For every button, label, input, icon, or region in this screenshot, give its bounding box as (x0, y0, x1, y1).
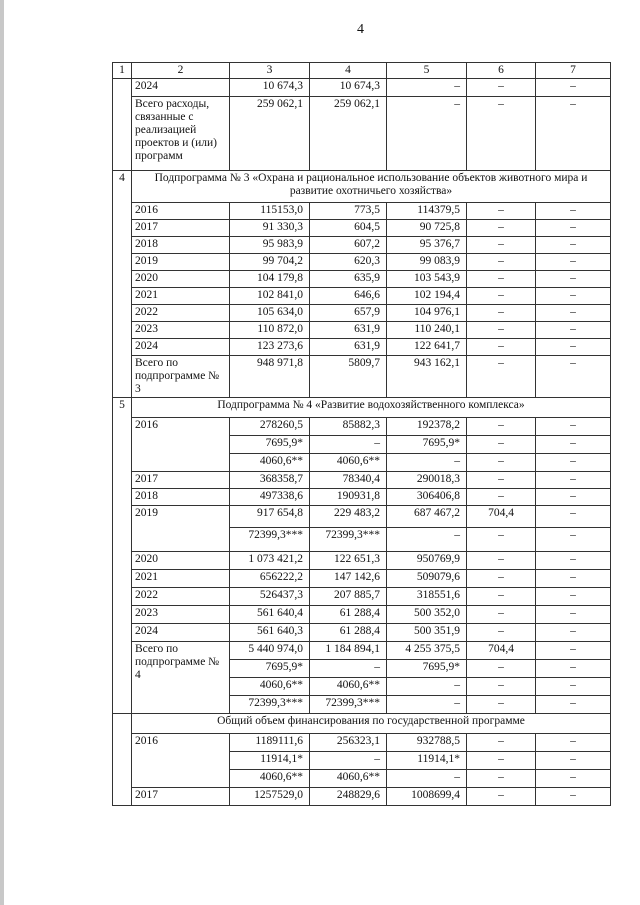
table-body (113, 63, 611, 806)
value-cell: 1008699,4 (387, 788, 467, 806)
value-cell: – (536, 220, 611, 237)
value-cell: – (536, 642, 611, 660)
value-cell: 631,9 (310, 339, 387, 356)
value-cell: – (467, 696, 536, 714)
value-cell: 122 641,7 (387, 339, 467, 356)
value-cell: 526437,3 (230, 588, 310, 606)
value-cell: – (536, 489, 611, 506)
value-cell: 278260,5 (230, 418, 310, 436)
column-number: 6 (467, 63, 536, 79)
table-row (113, 734, 611, 752)
table-row (113, 788, 611, 806)
row-number-cell (113, 714, 132, 806)
value-cell: – (310, 660, 387, 678)
value-cell: 607,2 (310, 237, 387, 254)
year-cell: 2022 (132, 305, 230, 322)
value-cell: 192378,2 (387, 418, 467, 436)
value-cell: – (467, 454, 536, 472)
row-number-cell: 5 (113, 398, 132, 714)
year-cell: 2024 (132, 624, 230, 642)
value-cell: 102 194,4 (387, 288, 467, 305)
value-cell: 656222,2 (230, 570, 310, 588)
value-cell: 704,4 (467, 642, 536, 660)
value-cell: 4060,6** (230, 770, 310, 788)
value-cell: – (467, 770, 536, 788)
value-cell: – (467, 552, 536, 570)
value-cell: 114379,5 (387, 203, 467, 220)
value-cell: – (536, 588, 611, 606)
value-cell: – (536, 436, 611, 454)
value-cell: – (467, 97, 536, 171)
table-row (113, 506, 611, 528)
value-cell: 115153,0 (230, 203, 310, 220)
value-cell: 99 704,2 (230, 254, 310, 271)
table-row (113, 398, 611, 418)
row-number-cell (113, 79, 132, 171)
value-cell: – (536, 79, 611, 97)
value-cell: 917 654,8 (230, 506, 310, 528)
value-cell: 95 376,7 (387, 237, 467, 254)
column-number: 4 (310, 63, 387, 79)
value-cell: 318551,6 (387, 588, 467, 606)
year-cell: 2019 (132, 254, 230, 271)
value-cell: 646,6 (310, 288, 387, 305)
table-row (113, 79, 611, 97)
value-cell: 943 162,1 (387, 356, 467, 398)
value-cell: – (467, 472, 536, 489)
value-cell: 1189111,6 (230, 734, 310, 752)
year-cell: 2020 (132, 552, 230, 570)
total-label: Всего расходы, связанные с реализацией проектов и (или) программ (132, 97, 230, 171)
total-label: Всего по подпрограмме № 4 (132, 642, 230, 714)
value-cell: 90 725,8 (387, 220, 467, 237)
value-cell: – (467, 570, 536, 588)
year-cell: 2020 (132, 271, 230, 288)
value-cell: 500 351,9 (387, 624, 467, 642)
value-cell: 4060,6** (230, 454, 310, 472)
value-cell: – (467, 436, 536, 454)
value-cell: – (467, 624, 536, 642)
value-cell: 72399,3*** (310, 696, 387, 714)
value-cell: – (536, 203, 611, 220)
value-cell: – (467, 79, 536, 97)
value-cell: – (467, 220, 536, 237)
value-cell: 635,9 (310, 271, 387, 288)
value-cell: – (536, 454, 611, 472)
column-number: 3 (230, 63, 310, 79)
table-row (113, 356, 611, 398)
value-cell: 123 273,6 (230, 339, 310, 356)
value-cell: 4060,6** (310, 678, 387, 696)
value-cell: 1 184 894,1 (310, 642, 387, 660)
value-cell: 631,9 (310, 322, 387, 339)
value-cell: 259 062,1 (310, 97, 387, 171)
value-cell: – (310, 436, 387, 454)
value-cell: 368358,7 (230, 472, 310, 489)
value-cell: – (536, 624, 611, 642)
year-cell: 2018 (132, 237, 230, 254)
value-cell: – (467, 606, 536, 624)
value-cell: – (467, 203, 536, 220)
value-cell: 61 288,4 (310, 624, 387, 642)
value-cell: 7695,9* (387, 436, 467, 454)
value-cell: – (536, 271, 611, 288)
value-cell: 10 674,3 (310, 79, 387, 97)
value-cell: – (536, 322, 611, 339)
table-row (113, 237, 611, 254)
column-number: 1 (113, 63, 132, 79)
value-cell: 500 352,0 (387, 606, 467, 624)
value-cell: – (536, 660, 611, 678)
value-cell: 773,5 (310, 203, 387, 220)
value-cell: 91 330,3 (230, 220, 310, 237)
column-number: 5 (387, 63, 467, 79)
year-cell: 2019 (132, 506, 230, 552)
scan-edge (0, 0, 4, 905)
value-cell: – (536, 237, 611, 254)
table-row (113, 171, 611, 203)
table-row (113, 606, 611, 624)
value-cell: – (467, 418, 536, 436)
value-cell: – (387, 97, 467, 171)
table-row (113, 97, 611, 171)
subprogram-title: Подпрограмма № 3 «Охрана и рациональное использование объектов животного мира и развитие охотничьего хозяйства» (132, 171, 611, 203)
value-cell: 7695,9* (387, 660, 467, 678)
row-number-cell: 4 (113, 171, 132, 398)
value-cell: – (467, 528, 536, 552)
table-row (113, 203, 611, 220)
year-cell: 2016 (132, 418, 230, 472)
value-cell: 497338,6 (230, 489, 310, 506)
value-cell: 85882,3 (310, 418, 387, 436)
value-cell: – (467, 752, 536, 770)
page-number: 4 (357, 22, 364, 37)
table-row (113, 220, 611, 237)
value-cell: – (467, 305, 536, 322)
year-cell: 2017 (132, 472, 230, 489)
value-cell: 1257529,0 (230, 788, 310, 806)
year-cell: 2018 (132, 489, 230, 506)
value-cell: 95 983,9 (230, 237, 310, 254)
table-row (113, 642, 611, 660)
overall-title: Общий объем финансирования по государственной программе (132, 714, 611, 734)
column-number: 2 (132, 63, 230, 79)
value-cell: 61 288,4 (310, 606, 387, 624)
value-cell: – (536, 552, 611, 570)
value-cell: 110 872,0 (230, 322, 310, 339)
table-row (113, 588, 611, 606)
year-cell: 2023 (132, 606, 230, 624)
table-row (113, 322, 611, 339)
value-cell: 509079,6 (387, 570, 467, 588)
value-cell: – (467, 734, 536, 752)
value-cell: 72399,3*** (230, 528, 310, 552)
value-cell: 104 976,1 (387, 305, 467, 322)
value-cell: 256323,1 (310, 734, 387, 752)
table-row (113, 339, 611, 356)
table-row (113, 254, 611, 271)
value-cell: 948 971,8 (230, 356, 310, 398)
value-cell: – (536, 606, 611, 624)
financing-table (112, 62, 611, 806)
table-row (113, 418, 611, 436)
year-cell: 2017 (132, 788, 230, 806)
value-cell: – (536, 254, 611, 271)
table-row (113, 271, 611, 288)
value-cell: 620,3 (310, 254, 387, 271)
value-cell: 190931,8 (310, 489, 387, 506)
value-cell: 561 640,4 (230, 606, 310, 624)
value-cell: – (536, 696, 611, 714)
value-cell: 207 885,7 (310, 588, 387, 606)
table-row (113, 489, 611, 506)
value-cell: – (536, 788, 611, 806)
year-cell: 2023 (132, 322, 230, 339)
value-cell: 4060,6** (230, 678, 310, 696)
value-cell: – (467, 339, 536, 356)
value-cell: 11914,1* (230, 752, 310, 770)
subprogram-title: Подпрограмма № 4 «Развитие водохозяйственного комплекса» (132, 398, 611, 418)
value-cell: – (536, 528, 611, 552)
year-cell: 2024 (132, 79, 230, 97)
year-cell: 2024 (132, 339, 230, 356)
value-cell: – (387, 528, 467, 552)
value-cell: – (467, 322, 536, 339)
value-cell: 10 674,3 (230, 79, 310, 97)
value-cell: – (536, 734, 611, 752)
year-cell: 2016 (132, 203, 230, 220)
value-cell: – (387, 770, 467, 788)
table-row (113, 63, 611, 79)
value-cell: – (536, 752, 611, 770)
value-cell: – (467, 356, 536, 398)
year-cell: 2021 (132, 288, 230, 305)
value-cell: 4 255 375,5 (387, 642, 467, 660)
value-cell: 11914,1* (387, 752, 467, 770)
value-cell: – (536, 339, 611, 356)
table-row (113, 472, 611, 489)
table-row (113, 714, 611, 734)
value-cell: 104 179,8 (230, 271, 310, 288)
year-cell: 2021 (132, 570, 230, 588)
value-cell: – (467, 788, 536, 806)
value-cell: 7695,9* (230, 660, 310, 678)
value-cell: – (536, 356, 611, 398)
year-cell: 2022 (132, 588, 230, 606)
value-cell: – (467, 678, 536, 696)
value-cell: 7695,9* (230, 436, 310, 454)
value-cell: 110 240,1 (387, 322, 467, 339)
value-cell: 561 640,3 (230, 624, 310, 642)
value-cell: 72399,3*** (310, 528, 387, 552)
value-cell: 950769,9 (387, 552, 467, 570)
value-cell: 105 634,0 (230, 305, 310, 322)
value-cell: – (310, 752, 387, 770)
value-cell: 657,9 (310, 305, 387, 322)
value-cell: 229 483,2 (310, 506, 387, 528)
year-cell: 2016 (132, 734, 230, 788)
value-cell: – (467, 237, 536, 254)
value-cell: 259 062,1 (230, 97, 310, 171)
value-cell: – (536, 678, 611, 696)
value-cell: – (467, 271, 536, 288)
value-cell: – (536, 506, 611, 528)
value-cell: – (536, 305, 611, 322)
value-cell: – (467, 588, 536, 606)
value-cell: 103 543,9 (387, 271, 467, 288)
value-cell: 4060,6** (310, 454, 387, 472)
value-cell: 704,4 (467, 506, 536, 528)
value-cell: 5 440 974,0 (230, 642, 310, 660)
year-cell: 2017 (132, 220, 230, 237)
value-cell: 687 467,2 (387, 506, 467, 528)
value-cell: 4060,6** (310, 770, 387, 788)
value-cell: – (467, 254, 536, 271)
table-row (113, 305, 611, 322)
value-cell: – (536, 472, 611, 489)
value-cell: 72399,3*** (230, 696, 310, 714)
value-cell: – (467, 660, 536, 678)
column-number: 7 (536, 63, 611, 79)
value-cell: 122 651,3 (310, 552, 387, 570)
value-cell: – (536, 418, 611, 436)
value-cell: 147 142,6 (310, 570, 387, 588)
table-row (113, 570, 611, 588)
value-cell: 1 073 421,2 (230, 552, 310, 570)
table-row (113, 288, 611, 305)
value-cell: – (467, 489, 536, 506)
value-cell: 248829,6 (310, 788, 387, 806)
value-cell: – (387, 79, 467, 97)
value-cell: 78340,4 (310, 472, 387, 489)
value-cell: 99 083,9 (387, 254, 467, 271)
value-cell: – (536, 97, 611, 171)
value-cell: – (536, 570, 611, 588)
value-cell: 290018,3 (387, 472, 467, 489)
value-cell: 102 841,0 (230, 288, 310, 305)
value-cell: – (536, 770, 611, 788)
value-cell: 306406,8 (387, 489, 467, 506)
value-cell: – (536, 288, 611, 305)
value-cell: – (467, 288, 536, 305)
table-row (113, 552, 611, 570)
value-cell: – (387, 696, 467, 714)
value-cell: – (387, 454, 467, 472)
table-row (113, 624, 611, 642)
total-label: Всего по подпрограмме № 3 (132, 356, 230, 398)
value-cell: 604,5 (310, 220, 387, 237)
value-cell: 5809,7 (310, 356, 387, 398)
value-cell: – (387, 678, 467, 696)
value-cell: 932788,5 (387, 734, 467, 752)
